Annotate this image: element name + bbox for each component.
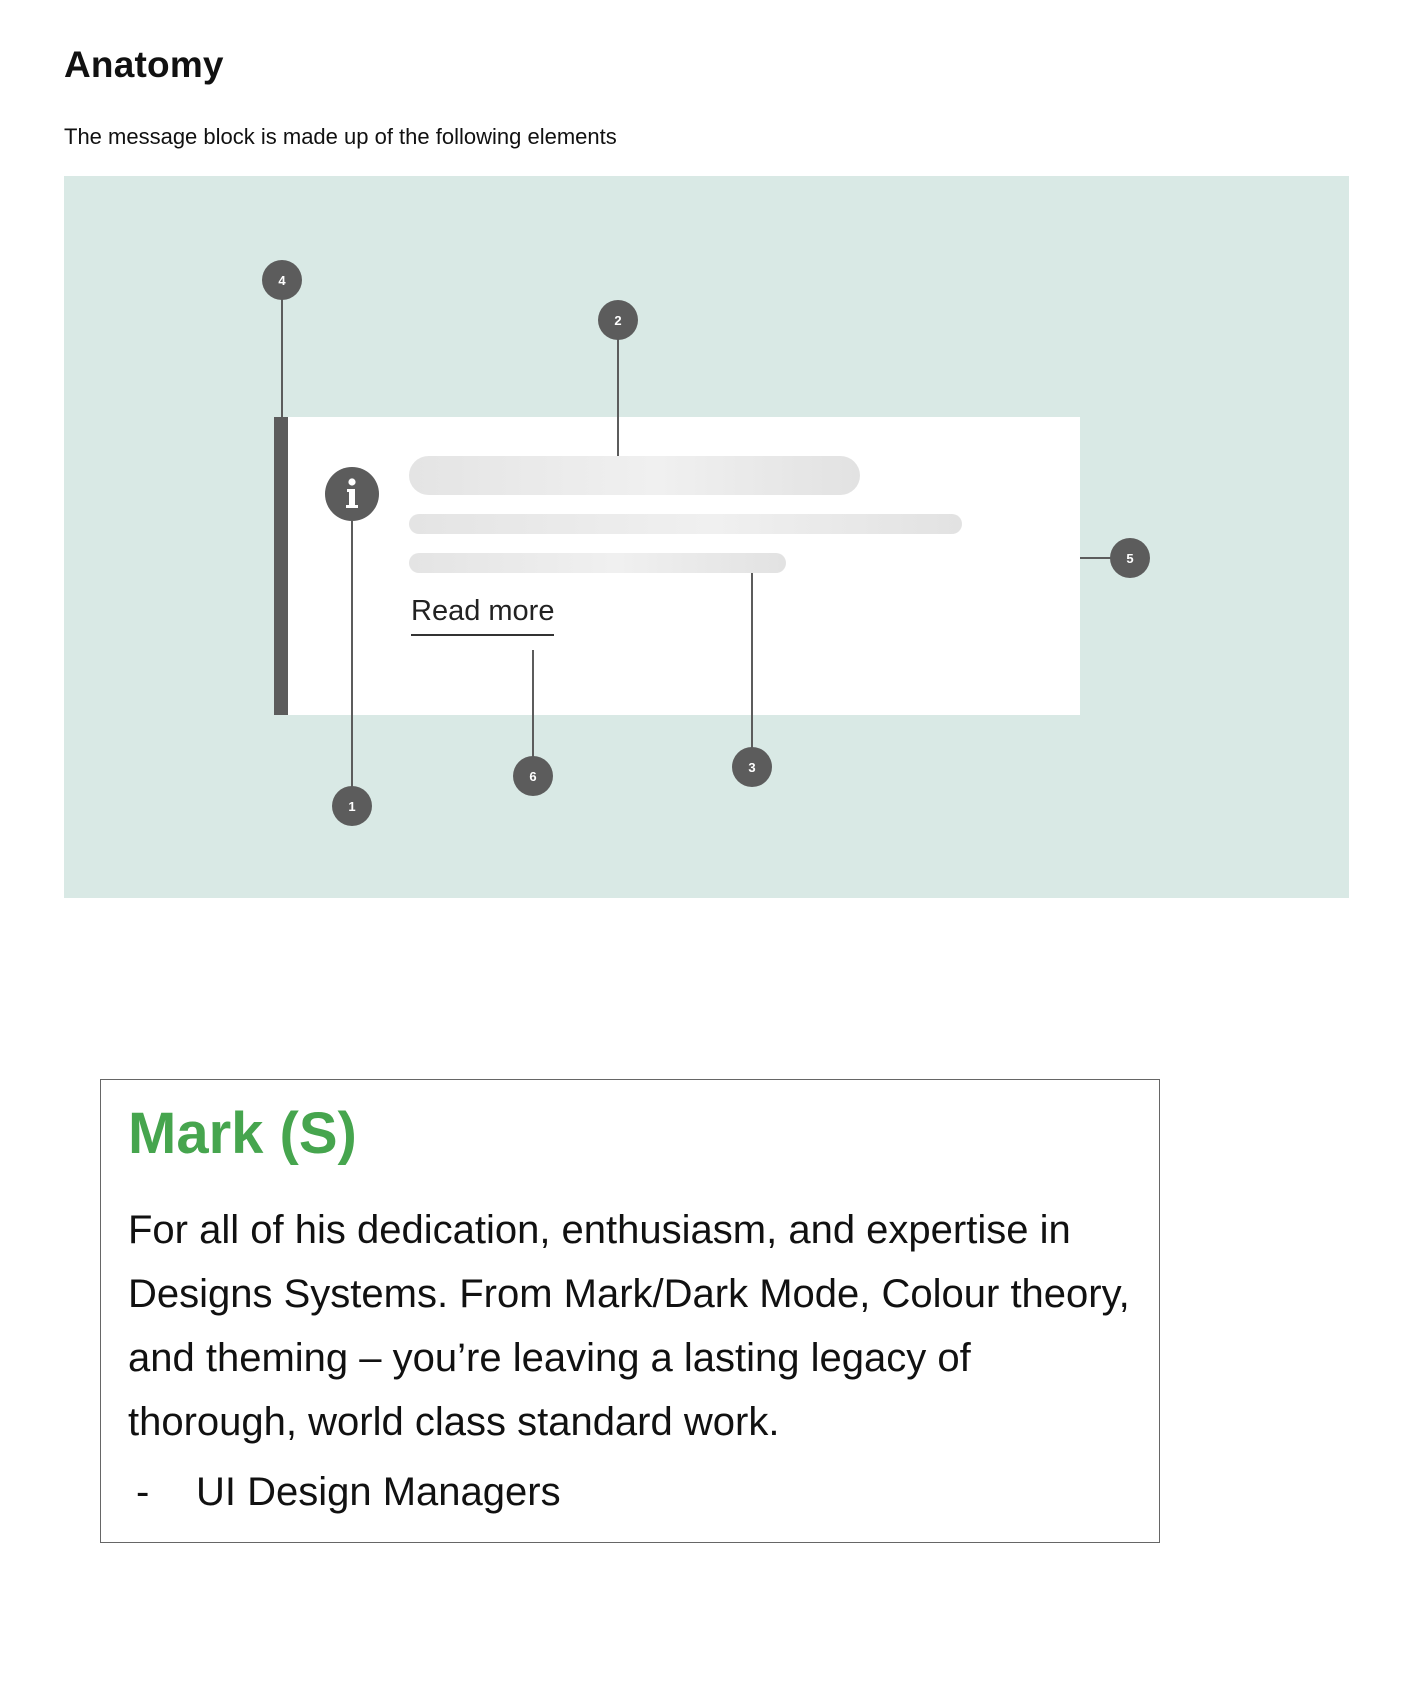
signature-dash: - [136, 1470, 150, 1514]
marker-label: 5 [1126, 551, 1134, 566]
read-more-link[interactable]: Read more [411, 596, 554, 636]
anatomy-subtitle: The message block is made up of the following elements [64, 124, 617, 149]
card-title: Mark (S) [128, 1101, 357, 1166]
body-line-placeholder [409, 514, 962, 534]
card-message: For all of his dedication, enthusiasm, and expertise in Designs Systems. From Mark/Dark Mode, Colour theory, and theming – you’re leaving a lasting legacy of thorough, world class standard work. [128, 1208, 1130, 1444]
info-icon [325, 467, 379, 521]
body-line-placeholder [409, 553, 786, 573]
marker-label: 1 [348, 799, 356, 814]
marker-label: 6 [529, 769, 537, 784]
signature-text: UI Design Managers [196, 1470, 561, 1514]
marker-label: 4 [278, 273, 286, 288]
heading-placeholder [409, 456, 860, 495]
anatomy-diagram [64, 176, 1349, 898]
page-title: Anatomy [64, 44, 224, 85]
card-signature [128, 1470, 561, 1515]
recognition-card [100, 1079, 1160, 1543]
marker-label: 3 [748, 760, 756, 775]
diagram-canvas [64, 176, 1349, 898]
marker-label: 2 [614, 313, 622, 328]
accent-bar [274, 417, 288, 715]
